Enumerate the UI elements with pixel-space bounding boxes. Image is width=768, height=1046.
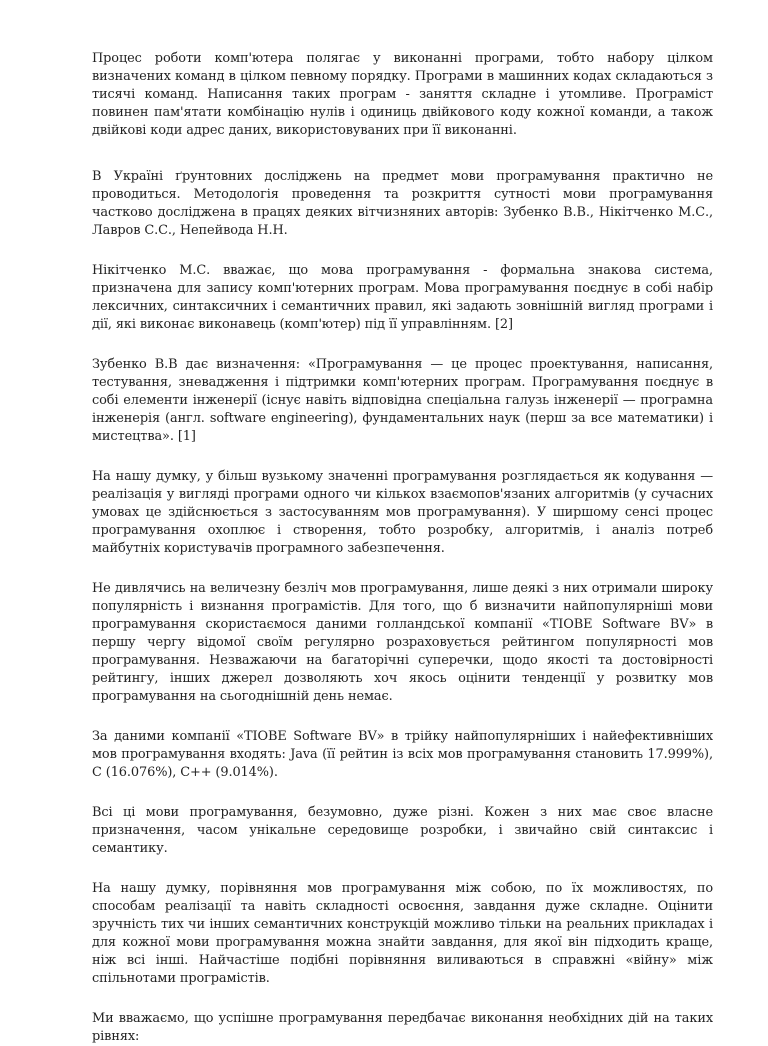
paragraph-zubenko-definition: Зубенко В.В дає визначення: «Програмування — це процес проектування, написання, тестування, зневадження і підтримки комп'ютерних програм. Програмування поєднує в собі елементи інженерії (існує навіть відповідна спеціальна галузь інженерії — програмна інженерія (англ. software engineering), фундаментальних наук (перш за все математики) і мистецтва». [1] — [92, 357, 713, 444]
paragraph-comparison: На нашу думку, порівняння мов програмування між собою, по їх можливостях, по способам реалізації та навіть складності освоєння, завдання дуже складне. Оцінити зручність тих чи інших семантичних конструкцій можливо тільки на реальних прикладах і для кожної мови програмування можна знайти завдання, для якої він підходить краще, ніж всі інші. Найчастіше подібні порівняння виливаються в справжні «війну» між спільнотами програмістів. — [92, 881, 713, 986]
paragraph-languages-differ: Всі ці мови програмування, безумовно, дуже різні. Кожен з них має своє власне призначення, часом унікальне середовище розробки, і звичайно свій синтаксис і семантику. — [92, 805, 713, 856]
paragraph-levels-intro: Ми вважаємо, що успішне програмування передбачає виконання необхідних дій на таких рівнях: — [92, 1011, 713, 1044]
paragraph-ukraine-research: В Україні ґрунтовних досліджень на предмет мови програмування практично не проводиться. Методологія проведення та розкриття сутності мови програмування частково досліджена в працях деяких вітчизняних авторів: Зубенко В.В., Нікітченко М.С., Лавров С.С., Непейвода Н.Н. — [92, 169, 713, 238]
paragraph-computer-work-process: Процес роботи комп'ютера полягає у виконанні програми, тобто набору цілком визначених команд в цілком певному порядку. Програми в машинних кодах складаються з тисячі команд. Написання таких програм - заняття складне і утомливе. Програміст повинен пам'ятати комбінацію нулів і одиниць двійкового коду кожної команди, а також двійкові коди адрес даних, використовуваних при її виконанні. — [92, 51, 713, 138]
paragraph-tiobe-ranking: За даними компанії «TIOBE Software BV» в трійку найпопулярніших і найефективніших мов програмування входять: Java (її рейтин із всіх мов програмування становить 17.999%), C (16.076%), C++ (9.014%). — [92, 729, 713, 780]
paragraph-nikitchenko-definition: Нікітченко М.С. вважає, що мова програмування - формальна знакова система, призначена для запису комп'ютерних програм. Мова програмування поєднує в собі набір лексичних, синтаксичних і семантичних правил, які задають зовнішній вигляд програми і дії, які виконає виконавець (комп'ютер) під її управлінням. [2] — [92, 263, 713, 332]
paragraph-popularity: Не дивлячись на величезну безліч мов програмування, лише деякі з них отримали широку популярність і визнання програмістів. Для того, що б визначити найпопулярніші мови програмування скористаємося даними голландської компанії «TIOBE Software BV» в першу чергу відомої своїм регулярно розраховується рейтингом популярності мов програмування. Незважаючи на багаторічні суперечки, щодо якості та достовірності рейтингу, інших джерел дозволяють хоч якось оцінити тенденції у розвитку мов програмування на сьогоднішній день немає. — [92, 581, 713, 704]
paragraph-narrow-meaning: На нашу думку, у більш вузькому значенні програмування розглядається як кодування — реалізація у вигляді програми одного чи кількох взаємопов'язаних алгоритмів (у сучасних умовах це здійснюється з застосуванням мов програмування). У ширшому сенсі процес програмування охоплює і створення, тобто розробку, алгоритмів, і аналіз потреб майбутніх користувачів програмного забезпечення. — [92, 469, 713, 556]
